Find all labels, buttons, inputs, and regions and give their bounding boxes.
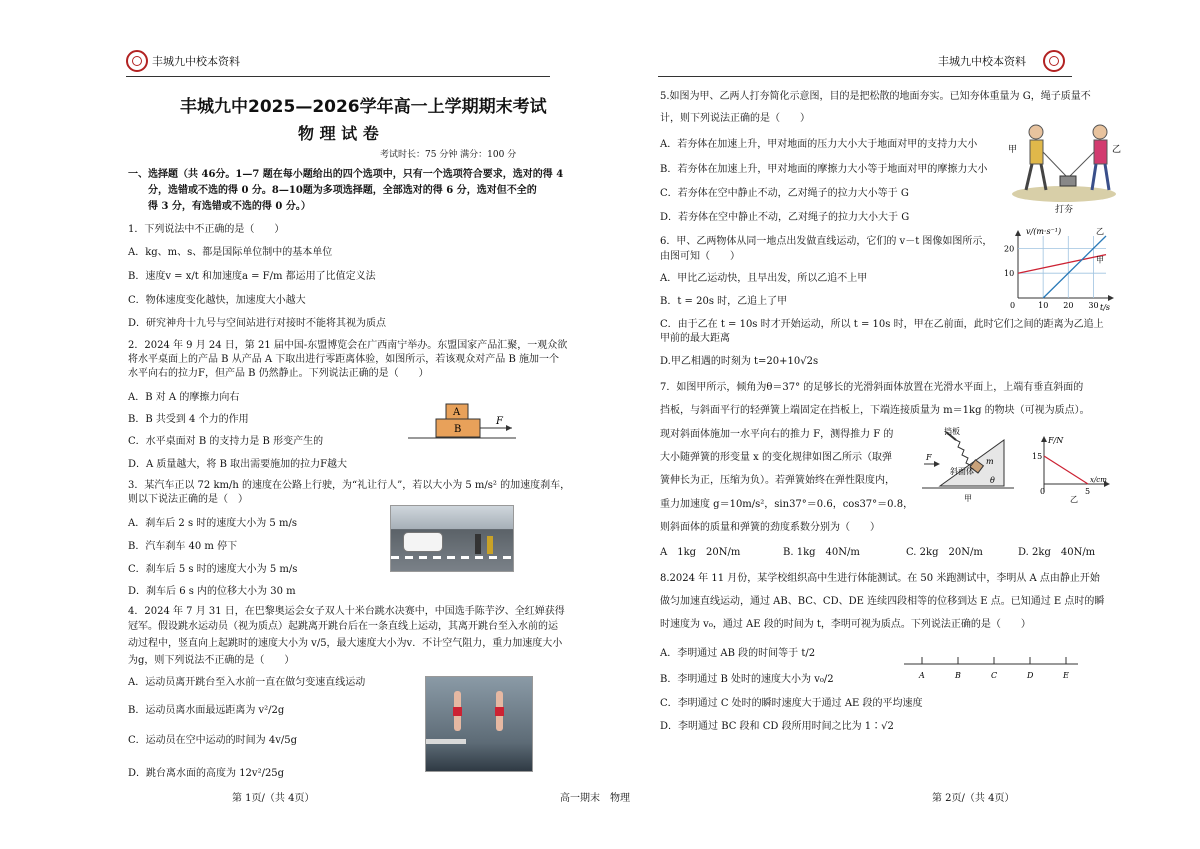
option-b: B．B 共受到 4 个力的作用 bbox=[128, 414, 249, 425]
series-label: 乙 bbox=[1096, 227, 1104, 236]
option-d: D．刹车后 6 s 内的位移大小为 30 m bbox=[128, 586, 296, 597]
y-axis-label: F/N bbox=[1048, 436, 1064, 445]
person-jia-label: 甲 bbox=[1008, 145, 1018, 155]
question-stem: 将水平桌面上的产品 B 从产品 A 下取出进行零距离体验，如图所示，若该观众对产品 B 施加一个 bbox=[128, 354, 559, 365]
block-a-label: A bbox=[453, 407, 461, 418]
header-school-right: 丰城九中校本资料 bbox=[938, 55, 1026, 68]
angle-label: θ bbox=[990, 476, 995, 485]
option-c: C. 2kg 20N/m bbox=[906, 547, 983, 558]
origin-label: 0 bbox=[1040, 487, 1046, 496]
question-stem: 时速度为 v₀，通过 AE 段的时间为 t，李明可视为质点。下列说法正确的是（ ） bbox=[660, 619, 1031, 630]
track-point-label: C bbox=[991, 671, 998, 680]
option-a: A．若夯体在加速上升，甲对地面的压力大小大于地面对甲的支持力大小 bbox=[660, 139, 978, 150]
x-axis-label: x/cm bbox=[1090, 476, 1107, 484]
footer-page-left: 第 1页/（共 4页） bbox=[232, 793, 315, 804]
question-stem: 动过程中，竖直向上起跳时的速度大小为 v/5，最大速度大小为v．不计空气阻力，重力加速度大小 bbox=[128, 638, 563, 649]
x-tick-label: 10 bbox=[1038, 301, 1049, 310]
street-crossing-photo bbox=[390, 505, 514, 572]
force-line bbox=[1044, 456, 1088, 484]
option-c: C．若夯体在空中静止不动，乙对绳子的拉力大小等于 G bbox=[660, 188, 909, 199]
question-stem: 冠军。假设跳水运动员（视为质点）起跳离开跳台后在一条直线上运动，其离开跳台至入水前的运 bbox=[128, 621, 558, 632]
option-c: C．李明通过 C 处时的瞬时速度大于通过 AE 段的平均速度 bbox=[660, 698, 923, 709]
question-stem: 8.2024 年 11 月份，某学校组织高中生进行体能测试。在 50 米跑测试中，李明从 A 点由静止开始 bbox=[660, 573, 1100, 584]
option-b: B．汽车刹车 40 m 停下 bbox=[128, 541, 238, 552]
option-d: D．A 质量越大，将 B 取出需要施加的拉力F越大 bbox=[128, 459, 348, 470]
series-label: 甲 bbox=[1096, 255, 1104, 265]
question-stem: 计，则下列说法正确的是（ ） bbox=[660, 113, 810, 124]
school-seal-icon bbox=[1043, 50, 1065, 72]
question-stem: 6．甲、乙两物体从同一地点出发做直线运动，它们的 v－t 图像如图所示， bbox=[660, 236, 993, 247]
option-d: D．跳台离水面的高度为 12v²/25g bbox=[128, 768, 285, 779]
question-stem: 4．2024 年 7 月 31 日，在巴黎奥运会女子双人十米台跳水决赛中，中国选手陈芋汐、全红婵获得 bbox=[128, 606, 565, 617]
option-b: B．李明通过 B 处时的速度大小为 v₀/2 bbox=[660, 674, 834, 685]
person-yi-label: 乙 bbox=[1112, 145, 1122, 155]
track-point-label: D bbox=[1027, 671, 1034, 680]
footer-center: 高一期末 物理 bbox=[560, 793, 630, 804]
option-b: B．速度v = x/t 和加速度a = F/m 都运用了比值定义法 bbox=[128, 271, 376, 282]
question-stem: 为g，则下列说法不正确的是（ ） bbox=[128, 655, 295, 666]
track-point-label: B bbox=[955, 671, 961, 680]
option-c: C．由于乙在 t = 10s 时才开始运动，所以 t = 10s 时，甲在乙前面，此时它们之间的距离为乙追上 bbox=[660, 319, 1104, 330]
exam-time-info: 考试时长：75 分钟 满分：100 分 bbox=[380, 150, 517, 160]
question-stem: 挡板，与斜面平行的轻弹簧上端固定在挡板上，下端连接质量为 m＝1kg 的物块（可视为质点）。 bbox=[660, 405, 1090, 416]
section-instruction: 一、选择题（共 46分。1—7 题在每小题给出的四个选项中，只有一个选项符合要求，选对的得 4 bbox=[128, 169, 564, 180]
origin-label: 0 bbox=[1010, 301, 1016, 310]
question-stem: 重力加速度 g＝10m/s²，sin37°＝0.6，cos37°＝0.8， bbox=[660, 499, 914, 510]
option-a: A．李明通过 AB 段的时间等于 t/2 bbox=[660, 648, 816, 659]
force-displacement-graph bbox=[1030, 434, 1114, 504]
question-stem: 簧伸长为正，压缩为负）。若弹簧始终在弹性限度内， bbox=[660, 475, 895, 486]
figure-jia-label: 甲 bbox=[964, 494, 972, 503]
x-tick-label: 30 bbox=[1088, 301, 1099, 310]
force-label: F bbox=[496, 416, 503, 427]
baffle-label: 挡板 bbox=[944, 427, 960, 436]
option-a: A．B 对 A 的摩擦力向右 bbox=[128, 392, 240, 403]
force-label: F bbox=[926, 453, 932, 462]
diving-photo bbox=[425, 676, 533, 772]
option-a: A．刹车后 2 s 时的速度大小为 5 m/s bbox=[128, 518, 297, 529]
question-stem: 5.如图为甲、乙两人打夯简化示意图，目的是把松散的地面夯实。已知夯体重量为 G，绳子质量不 bbox=[660, 91, 1091, 102]
question-stem: 则以下说法正确的是（ ） bbox=[128, 494, 248, 505]
track-diagram bbox=[902, 650, 1082, 682]
mass-label: m bbox=[986, 457, 994, 466]
incline-body-label: 斜面体 bbox=[950, 467, 974, 476]
option-a: A．甲比乙运动快，且早出发，所以乙追不上甲 bbox=[660, 273, 868, 284]
pedestrian-icon bbox=[487, 536, 493, 554]
tick-label: 15 bbox=[1032, 452, 1043, 461]
question-stem: 7．如图甲所示，倾角为θ＝37° 的足够长的光滑斜面体放置在光滑水平面上，上端有垂直斜面的 bbox=[660, 382, 1084, 393]
question-stem: 现对斜面体施加一水平向右的推力 F，测得推力 F 的 bbox=[660, 429, 894, 440]
spring-icon bbox=[954, 439, 972, 466]
question-stem: 水平向右的拉力F，但产品 B 仍然静止。下列说法正确的是（ ） bbox=[128, 368, 429, 379]
car-icon bbox=[403, 532, 443, 552]
track-point-label: E bbox=[1063, 671, 1069, 680]
option-a: A．kg、m、s、都是国际单位制中的基本单位 bbox=[128, 247, 333, 258]
option-b: B．运动员离水面最远距离为 v²/2g bbox=[128, 705, 285, 716]
tamper-block-icon bbox=[1060, 176, 1076, 186]
option-d: D．研究神舟十九号与空间站进行对接时不能将其视为质点 bbox=[128, 318, 387, 329]
option-b: B．若夯体在加速上升，甲对地面的摩擦力大小等于地面对甲的摩擦力大小 bbox=[660, 164, 988, 175]
option-c: C．物体速度变化越快，加速度大小越大 bbox=[128, 295, 306, 306]
exam-title: 丰城九中2025—2026学年高一上学期期末考试 bbox=[180, 97, 547, 117]
option-b: B. 1kg 40N/m bbox=[783, 547, 860, 558]
vt-graph bbox=[1000, 224, 1118, 316]
header-school-left: 丰城九中校本资料 bbox=[152, 55, 240, 68]
incline-diagram bbox=[918, 426, 1018, 504]
option-a: A．运动员离开跳台至入水前一直在做匀变速直线运动 bbox=[128, 677, 366, 688]
section-instruction: 分，选错或不选的得 0 分。8—10题为多项选择题，全部选对的得 6 分，选对但不全的 bbox=[148, 185, 537, 196]
question-stem: 3．某汽车正以 72 km/h 的速度在公路上行驶，为“礼让行人”，若以大小为 5 m/s² 的加速度刹车， bbox=[128, 480, 571, 491]
option-c: C．刹车后 5 s 时的速度大小为 5 m/s bbox=[128, 564, 298, 575]
blocks-diagram bbox=[408, 400, 518, 446]
option-c: C．运动员在空中运动的时间为 4v/5g bbox=[128, 735, 297, 746]
option-d: D．李明通过 BC 段和 CD 段所用时间之比为 1∶√2 bbox=[660, 721, 894, 732]
option-b: B．t = 20s 时，乙追上了甲 bbox=[660, 296, 788, 307]
question-stem: 2．2024 年 9 月 24 日，第 21 届中国-东盟博览会在广西南宁举办。东盟国家产品汇聚，一观众欲 bbox=[128, 340, 568, 351]
x-axis-label: t/s bbox=[1100, 303, 1111, 312]
tamping-illustration bbox=[1006, 118, 1124, 216]
question-stem: 由图可知（ ） bbox=[660, 251, 740, 262]
y-axis-label: v/(m·s⁻¹) bbox=[1026, 227, 1062, 236]
header-divider-right bbox=[658, 76, 1072, 77]
footer-page-right: 第 2页/（共 4页） bbox=[932, 793, 1015, 804]
option-c-continued: 甲前的最大距离 bbox=[660, 333, 730, 344]
question-stem: 1．下列说法中不正确的是（ ） bbox=[128, 224, 285, 235]
figure-yi-label: 乙 bbox=[1070, 495, 1078, 504]
option-d: D. 2kg 40N/m bbox=[1018, 547, 1096, 558]
pedestrian-icon bbox=[475, 534, 481, 554]
exam-subject: 物 理 试 卷 bbox=[298, 124, 379, 143]
series-line bbox=[1043, 236, 1106, 298]
series-line bbox=[1018, 255, 1106, 274]
header-divider-left bbox=[126, 76, 550, 77]
x-tick-label: 20 bbox=[1063, 301, 1074, 310]
question-stem: 大小随弹簧的形变量 x 的变化规律如图乙所示（取弹 bbox=[660, 452, 892, 463]
school-seal-icon bbox=[126, 50, 148, 72]
block-b-label: B bbox=[454, 424, 462, 435]
section-instruction: 得 3 分，有选错或不选的得 0 分。） bbox=[148, 201, 311, 212]
question-stem: 则斜面体的质量和弹簧的劲度系数分别为（ ） bbox=[660, 522, 880, 533]
figure-caption: 打夯 bbox=[1055, 205, 1074, 215]
option-a: A 1kg 20N/m bbox=[660, 547, 741, 558]
y-tick-label: 10 bbox=[1004, 269, 1015, 279]
option-d: D.甲乙相遇的时刻为 t=20+10√2s bbox=[660, 356, 819, 367]
option-c: C．水平桌面对 B 的支持力是 B 形变产生的 bbox=[128, 436, 324, 447]
question-stem: 做匀加速直线运动，通过 AB、BC、CD、DE 连续四段相等的位移到达 E 点。已知通过 E 点时的瞬 bbox=[660, 596, 1105, 607]
option-d: D．若夯体在空中静止不动，乙对绳子的拉力大小大于 G bbox=[660, 212, 910, 223]
tick-label: 5 bbox=[1085, 487, 1091, 496]
track-point-label: A bbox=[919, 671, 925, 680]
y-tick-label: 20 bbox=[1004, 244, 1015, 254]
